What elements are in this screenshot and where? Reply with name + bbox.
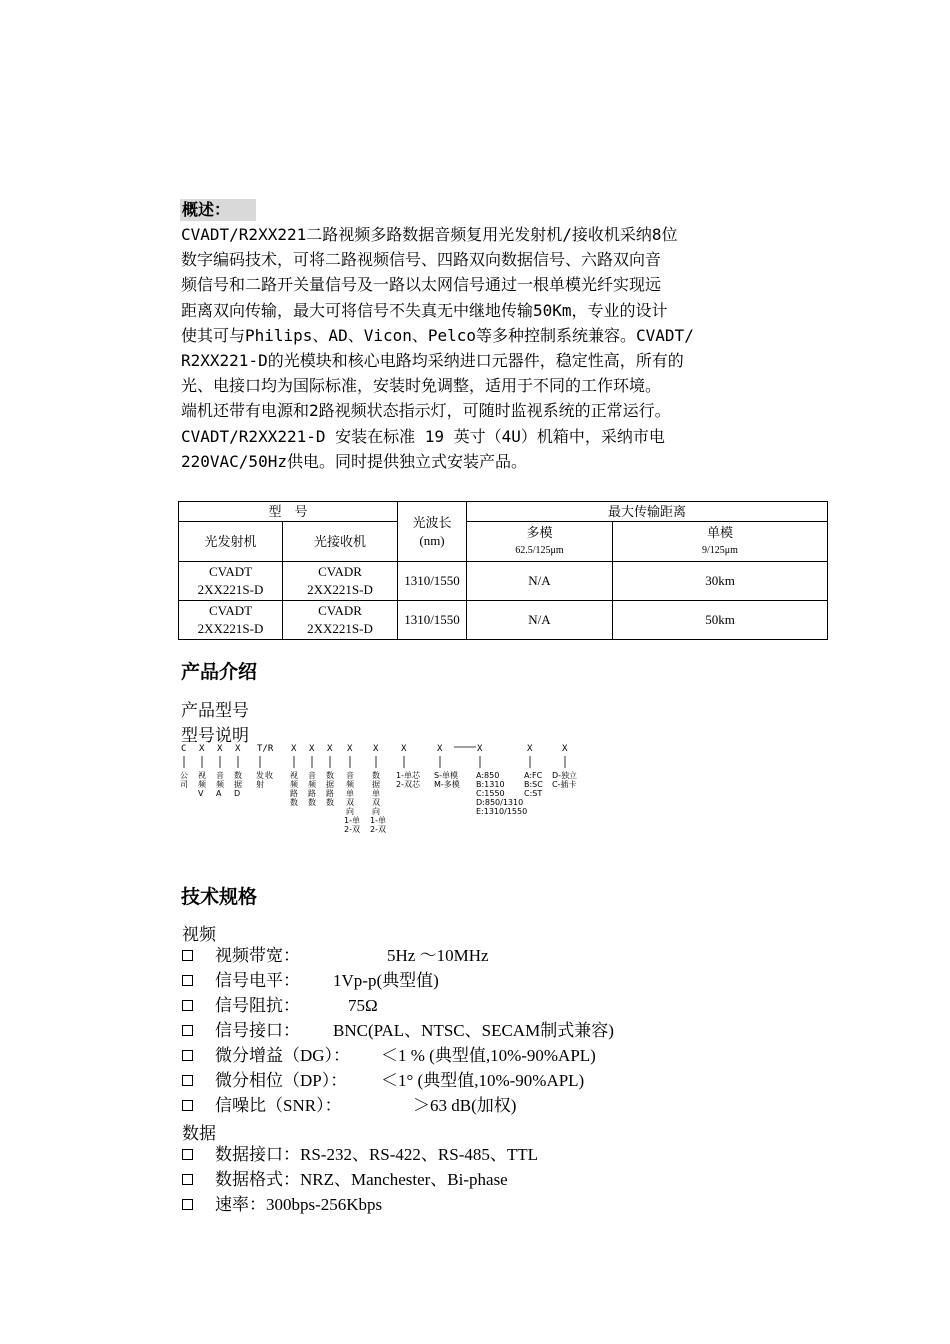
code-letter: X	[291, 744, 297, 754]
spec-value: ＜1 % (典型值,10%-90%APL)	[381, 1046, 596, 1065]
checkbox-icon	[182, 950, 193, 961]
multimode-spec: 62.5/125μm	[515, 544, 564, 556]
code-label: 数	[326, 771, 334, 780]
code-letter: X	[373, 744, 379, 754]
spec-label: 信号电平：	[215, 971, 300, 990]
spec-label: 数据格式：	[215, 1170, 300, 1189]
spec-item	[182, 1168, 508, 1192]
checkbox-icon	[182, 1174, 193, 1185]
overview-line: R2XX221-D的光模块和核心电路均采纳进口元器件，稳定性高，所有的	[181, 351, 684, 371]
spec-value: ＜1° (典型值,10%-90%APL)	[381, 1071, 585, 1090]
code-label: 音	[346, 771, 354, 780]
code-label: 音	[216, 771, 224, 780]
code-letter: T/R	[257, 744, 274, 754]
spec-value: RS-232、RS-422、RS-485、TTL	[300, 1145, 539, 1164]
code-label: D-独立	[552, 771, 578, 780]
spec-label: 视频带宽：	[215, 946, 300, 965]
code-label: V	[198, 789, 204, 798]
singlemode-spec: 9/125μm	[702, 544, 738, 556]
tx-model: CVADT	[208, 603, 253, 618]
code-label: 据	[372, 780, 380, 789]
wavelength-cell: 1310/1550	[398, 562, 467, 601]
wavelength-header-label: 光波长	[412, 514, 452, 530]
code-letter: X	[562, 744, 568, 754]
code-label: 频	[216, 780, 224, 789]
spec-item	[182, 1143, 538, 1167]
code-label: 1-单	[370, 816, 386, 825]
code-label: C-插卡	[552, 780, 577, 789]
table-row	[179, 562, 828, 601]
code-label: B:1310	[476, 780, 505, 789]
model-code-diagram	[180, 742, 600, 842]
model-table	[178, 501, 828, 640]
tx-cell	[179, 601, 283, 640]
code-label: 2-双芯	[396, 780, 420, 789]
video-title: 视频	[182, 925, 216, 945]
code-label: 单	[372, 789, 380, 798]
code-letter: X	[437, 744, 443, 754]
code-label: 2-双	[344, 825, 360, 834]
model-header: 型 号	[179, 502, 398, 522]
spec-label: 信噪比（SNR）：	[215, 1096, 342, 1115]
code-label: 司	[180, 780, 188, 789]
code-label: 据	[326, 780, 334, 789]
code-label: B:SC	[524, 780, 543, 789]
code-letter: X	[401, 744, 407, 754]
spec-label: 信号接口：	[215, 1021, 300, 1040]
code-label: A:850	[476, 771, 500, 780]
code-label: 视	[198, 771, 206, 780]
spec-value: ＞63 dB(加权)	[413, 1096, 517, 1115]
model-title: 产品型号	[181, 701, 249, 721]
code-label: 射	[256, 780, 264, 789]
wavelength-header-unit: (nm)	[419, 532, 445, 548]
overview-line: 使其可与Philips、AD、Vicon、Pelco等多种控制系统兼容。CVADT/	[181, 325, 694, 345]
max-distance-header: 最大传输距离	[467, 502, 828, 522]
intro-heading: 产品介绍	[181, 661, 258, 683]
code-label: C:1550	[476, 789, 505, 798]
rx-header: 光接收机	[283, 522, 398, 562]
spec-item	[182, 1019, 614, 1043]
tx-model: CVADT	[208, 564, 253, 579]
multimode-label: 多模	[526, 524, 553, 540]
rx-model-suffix: 2XX221S-D	[307, 582, 373, 597]
spec-value: 5Hz ～10MHz	[387, 946, 489, 965]
model-description: 型号说明	[181, 726, 249, 746]
checkbox-icon	[182, 1025, 193, 1036]
spec-value: NRZ、Manchester、Bi-phase	[300, 1170, 508, 1189]
code-label: 路	[290, 789, 298, 798]
code-label: 路	[326, 789, 334, 798]
spec-item	[182, 1094, 516, 1118]
overview-line: 220VAC/50Hz供电。同时提供独立式安装产品。	[181, 451, 527, 471]
spec-value: BNC(PAL、NTSC、SECAM制式兼容)	[333, 1021, 614, 1040]
singlemode-label: 单模	[706, 524, 733, 540]
code-label: 单	[346, 789, 354, 798]
overview-line: CVADT/R2XX221二路视频多路数据音频复用光发射机/接收机采纳8位	[181, 225, 678, 244]
rx-model: CVADR	[318, 564, 362, 579]
overview-line: 数字编码技术，可将二路视频信号、四路双向数据信号、六路双向音	[181, 250, 662, 270]
spec-value: 300bps-256Kbps	[266, 1195, 383, 1214]
code-label: S-单模	[434, 771, 458, 780]
code-label: D	[234, 789, 241, 798]
code-label: 数	[372, 771, 380, 780]
code-label: 双	[372, 798, 380, 807]
code-letter: X	[477, 744, 483, 754]
checkbox-icon	[182, 1199, 193, 1210]
overview-line: CVADT/R2XX221-D 安装在标准 19 英寸（4U）机箱中，采纳市电	[181, 426, 665, 446]
checkbox-icon	[182, 1050, 193, 1061]
tx-header: 光发射机	[179, 522, 283, 562]
rx-model-suffix: 2XX221S-D	[307, 621, 373, 636]
code-label: 发	[256, 771, 264, 780]
code-label: 1-单	[344, 816, 360, 825]
spec-label: 微分相位（DP）：	[215, 1071, 348, 1090]
checkbox-icon	[182, 1100, 193, 1111]
multimode-header	[467, 522, 613, 562]
overview-paragraph	[181, 222, 771, 474]
code-label: 频	[198, 780, 206, 789]
tx-model-suffix: 2XX221S-D	[197, 621, 264, 636]
checkbox-icon	[182, 975, 193, 986]
spec-item	[182, 969, 439, 993]
singlemode-cell: 30km	[613, 562, 828, 601]
code-label: 频	[290, 780, 298, 789]
code-letter: C	[181, 744, 187, 754]
code-letter: X	[309, 744, 315, 754]
multimode-cell: N/A	[467, 562, 613, 601]
tx-model-suffix: 2XX221S-D	[197, 582, 264, 597]
spec-label: 微分增益（DG）：	[215, 1046, 351, 1065]
wavelength-cell: 1310/1550	[398, 601, 467, 640]
wavelength-header	[398, 502, 467, 562]
overview-line: 端机还带有电源和2路视频状态指示灯，可随时监视系统的正常运行。	[181, 401, 671, 421]
code-letter: X	[527, 744, 533, 754]
spec-item	[182, 1193, 382, 1217]
spec-item	[182, 1069, 584, 1093]
code-letter: X	[347, 744, 353, 754]
checkbox-icon	[182, 1000, 193, 1011]
code-label: 视	[290, 771, 298, 780]
code-label: C:ST	[524, 789, 543, 798]
overview-line: 频信号和二路开关量信号及一路以太网信号通过一根单模光纤实现远	[181, 275, 662, 295]
rx-model: CVADR	[318, 603, 362, 618]
table-row	[179, 601, 828, 640]
code-label: 双	[346, 798, 354, 807]
code-label: 频	[346, 780, 354, 789]
spec-item	[182, 994, 378, 1018]
rx-cell	[283, 562, 398, 601]
code-label: A:FC	[524, 771, 543, 780]
spec-heading: 技术规格	[181, 886, 258, 908]
spec-label: 信号阻抗：	[215, 996, 300, 1015]
multimode-cell: N/A	[467, 601, 613, 640]
code-label: E:1310/1550	[476, 807, 528, 816]
code-label: 数	[326, 798, 334, 807]
spec-label: 速率：	[215, 1195, 266, 1214]
code-label: 向	[372, 807, 380, 816]
code-label: 1-单芯	[396, 771, 420, 780]
code-label: 据	[234, 780, 242, 789]
code-label: 2-双	[370, 825, 386, 834]
code-label: 数	[290, 798, 298, 807]
code-letter: X	[217, 744, 223, 754]
spec-value: 1Vp-p(典型值)	[333, 971, 439, 990]
code-label: 路	[308, 789, 316, 798]
overview-line: 距离双向传输，最大可将信号不失真无中继地传输50Km，专业的设计	[181, 300, 668, 320]
code-label: 频	[308, 780, 316, 789]
spec-value: 75Ω	[348, 996, 378, 1015]
checkbox-icon	[182, 1075, 193, 1086]
singlemode-header	[613, 522, 828, 562]
code-label: M-多模	[434, 780, 460, 789]
spec-label: 数据接口：	[215, 1145, 300, 1164]
overview-line: 光、电接口均为国际标准，安装时免调整，适用于不同的工作环境。	[181, 376, 662, 396]
checkbox-icon	[182, 1149, 193, 1160]
singlemode-cell: 50km	[613, 601, 828, 640]
code-label: 数	[308, 798, 316, 807]
code-label: 数	[234, 771, 242, 780]
spec-item	[182, 944, 489, 968]
rx-cell	[283, 601, 398, 640]
code-label: D:850/1310	[476, 798, 524, 807]
code-label: 向	[346, 807, 354, 816]
overview-label: 概述：	[180, 199, 256, 221]
spec-item	[182, 1044, 596, 1068]
data-title: 数据	[182, 1124, 216, 1144]
code-letter: X	[199, 744, 205, 754]
code-letter: X	[327, 744, 333, 754]
code-letter: X	[235, 744, 241, 754]
code-label: 音	[308, 771, 316, 780]
code-label: A	[216, 789, 222, 798]
code-label: 收	[265, 771, 273, 780]
code-label: 公	[180, 771, 188, 780]
tx-cell	[179, 562, 283, 601]
